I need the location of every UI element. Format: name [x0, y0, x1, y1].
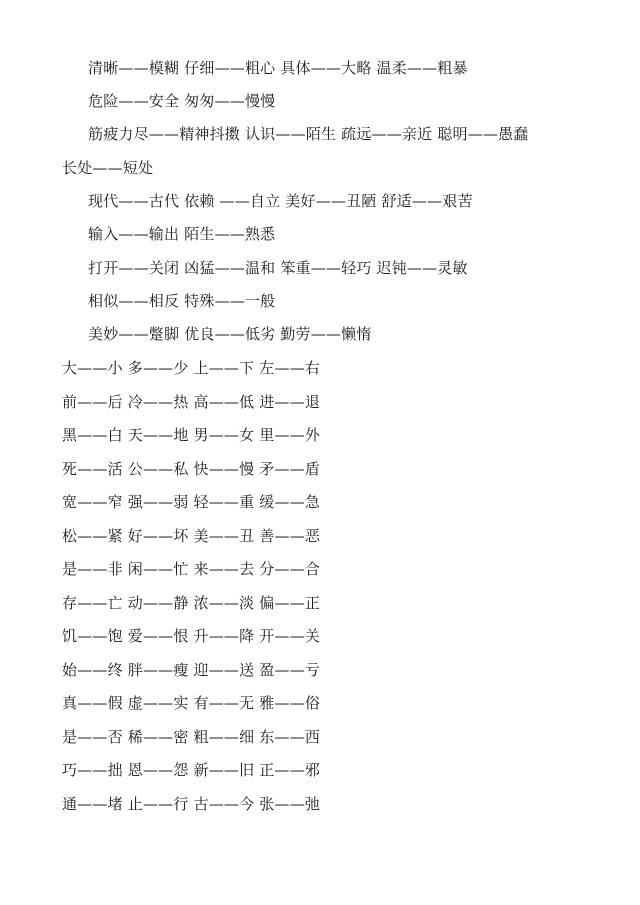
antonym-line: 危险——安全 匆匆——慢慢 — [88, 92, 276, 110]
antonym-line: 筋疲力尽——精神抖擞 认识——陌生 疏远——亲近 聪明——愚蠢 — [88, 125, 529, 143]
antonym-line: 美妙——蹩脚 优良——低劣 勤劳——懒惰 — [88, 325, 372, 343]
pair-line: 宽——窄 强——弱 轻——重 缓——急 — [62, 493, 321, 511]
pair-line: 是——非 闲——忙 来——去 分——合 — [62, 560, 321, 578]
pair-line: 巧——拙 恩——怨 新——旧 正——邪 — [62, 761, 321, 779]
pair-line: 通——堵 止——行 古——今 张——弛 — [62, 795, 321, 813]
antonym-line: 现代——古代 依赖 ——自立 美好——丑陋 舒适——艰苦 — [88, 192, 473, 210]
pair-line: 大——小 多——少 上——下 左——右 — [62, 359, 321, 377]
antonym-line: 打开——关闭 凶猛——温和 笨重——轻巧 迟钝——灵敏 — [88, 259, 468, 277]
antonym-line: 输入——输出 陌生——熟悉 — [88, 225, 276, 243]
antonym-line: 清晰——模糊 仔细——粗心 具体——大略 温柔——粗暴 — [88, 59, 468, 77]
pair-line: 松——紧 好——坏 美——丑 善——恶 — [62, 527, 321, 545]
pair-line: 真——假 虚——实 有——无 雅——俗 — [62, 694, 321, 712]
pair-line: 前——后 冷——热 高——低 进——退 — [62, 393, 321, 411]
pair-line: 始——终 胖——瘦 迎——送 盈——亏 — [62, 661, 321, 679]
pair-line: 饥——饱 爱——恨 升——降 开——关 — [62, 627, 321, 645]
pair-line: 黑——白 天——地 男——女 里——外 — [62, 426, 321, 444]
antonym-line: 相似——相反 特殊——一般 — [88, 292, 276, 310]
pair-line: 是——否 稀——密 粗——细 东——西 — [62, 728, 321, 746]
pair-line: 死——活 公——私 快——慢 矛——盾 — [62, 460, 321, 478]
pair-line: 存——亡 动——静 浓——淡 偏——正 — [62, 594, 321, 612]
antonym-line: 长处——短处 — [62, 159, 154, 177]
